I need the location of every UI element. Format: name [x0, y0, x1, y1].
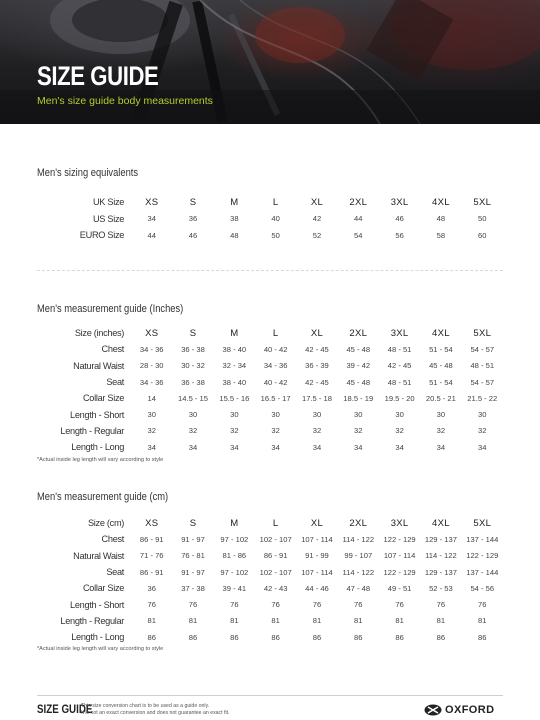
size-header-2xl: 2XL — [349, 517, 368, 529]
row-label: Natural Waist — [73, 550, 125, 561]
table-cell: 30 — [354, 410, 363, 420]
size-header-xl: XL — [310, 517, 324, 529]
table-cell: 34 — [271, 442, 280, 452]
table-cell: XS — [145, 196, 159, 208]
table-cell: 58 — [436, 230, 446, 240]
row-label: Length - Long — [71, 632, 125, 643]
table-cell: 122 - 129 — [383, 567, 416, 577]
table-cell: M — [230, 196, 239, 208]
table-cell: S — [189, 196, 197, 208]
table-cell: 46 — [395, 214, 404, 224]
size-header-s: S — [189, 517, 197, 529]
table-row — [37, 580, 503, 596]
table-row — [37, 341, 503, 357]
table-cell: 32 — [188, 426, 198, 436]
header-banner — [0, 0, 540, 124]
size-header-4xl: 4XL — [432, 327, 450, 339]
table-cell: 54 — [354, 230, 363, 240]
table-cell: 34 - 36 — [263, 361, 288, 371]
table-cell: 48 - 51 — [470, 361, 495, 371]
table-cell: 40 — [271, 214, 280, 224]
header-row — [37, 325, 503, 341]
table-cell: 30 — [230, 410, 239, 420]
table-cell: 32 — [478, 426, 487, 436]
page-title: SIZE GUIDE — [37, 61, 159, 91]
table-cell: 32 — [354, 426, 363, 436]
section-divider — [37, 270, 503, 271]
table-cell: 34 — [188, 442, 198, 452]
table-cell: 42 - 43 — [263, 583, 288, 593]
table-cell: 86 — [354, 632, 363, 642]
table-cell: 81 — [230, 616, 239, 626]
oxford-mark-icon — [424, 704, 442, 716]
table-cell: XL — [310, 196, 324, 208]
table-cell: 129 - 137 — [424, 567, 457, 577]
table-cell: 86 — [478, 632, 487, 642]
table-cell: 32 — [230, 426, 239, 436]
row-label: Seat — [106, 377, 125, 388]
table-cell: 39 - 42 — [346, 361, 371, 371]
cm-title: Men's measurement guide (cm) — [37, 491, 169, 503]
table-cell: 50 — [478, 214, 487, 224]
row-label: Seat — [106, 567, 125, 578]
table-cell: 38 - 40 — [222, 377, 247, 387]
table-cell: 76 — [436, 600, 446, 610]
table-row — [37, 358, 503, 374]
table-cell: 44 — [354, 214, 363, 224]
table-row — [37, 211, 503, 228]
table-cell: 36 - 39 — [305, 361, 329, 371]
table-cell: 50 — [271, 230, 280, 240]
table-cell: 86 — [436, 632, 446, 642]
table-cell: 81 — [147, 616, 156, 626]
size-header-m: M — [230, 517, 239, 529]
table-cell: 81 — [188, 616, 198, 626]
table-cell: 32 - 34 — [222, 361, 247, 371]
table-cell: 45 - 48 — [346, 377, 371, 387]
size-header-xs: XS — [145, 517, 159, 529]
row-label: Natural Waist — [73, 360, 125, 371]
table-cell: 129 - 137 — [424, 534, 457, 544]
table-cell: 34 - 36 — [139, 377, 164, 387]
table-cell: 76 — [230, 600, 239, 610]
table-cell: 34 — [436, 442, 446, 452]
table-cell: 76 — [271, 600, 280, 610]
oxford-logo — [424, 703, 494, 716]
table-cell: 46 — [188, 230, 198, 240]
table-cell: 44 - 46 — [305, 583, 329, 593]
table-cell: 71 - 76 — [139, 551, 164, 561]
table-cell: 39 - 41 — [222, 583, 247, 593]
table-cell: 16.5 - 17 — [260, 393, 291, 403]
table-row — [37, 439, 503, 455]
row-label: Length - Regular — [60, 425, 125, 436]
table-cell: 81 — [312, 616, 322, 626]
table-cell: 28 - 30 — [139, 361, 164, 371]
table-cell: 76 — [188, 600, 198, 610]
size-header-l: L — [272, 327, 279, 339]
table-cell: 107 - 114 — [301, 567, 333, 577]
table-cell: 51 - 54 — [429, 344, 453, 354]
table-row — [37, 194, 503, 211]
cm-measurement-table — [37, 515, 503, 645]
table-cell: 86 - 91 — [263, 551, 288, 561]
table-cell: 18.5 - 19 — [343, 393, 374, 403]
table-cell: 97 - 102 — [220, 567, 249, 577]
table-cell: 3XL — [390, 196, 409, 208]
row-label: Length - Long — [71, 442, 125, 453]
size-header-4xl: 4XL — [432, 517, 450, 529]
footer-divider — [37, 695, 503, 696]
table-cell: 40 - 42 — [263, 377, 288, 387]
table-cell: 76 — [395, 600, 404, 610]
table-cell: 51 - 54 — [429, 377, 453, 387]
inches-footnote: *Actual inside leg length will vary according to style — [37, 457, 164, 463]
table-cell: 76 — [478, 600, 487, 610]
table-cell: 34 - 36 — [139, 344, 164, 354]
table-cell: 34 — [354, 442, 363, 452]
table-cell: 30 — [147, 410, 156, 420]
table-cell: 122 - 129 — [466, 551, 499, 561]
table-cell: 30 — [395, 410, 404, 420]
table-cell: 45 - 48 — [346, 344, 371, 354]
size-header-l: L — [272, 517, 279, 529]
table-cell: 14.5 - 15 — [178, 393, 209, 403]
table-cell: 107 - 114 — [301, 534, 333, 544]
table-cell: 36 — [147, 583, 156, 593]
table-cell: 86 — [147, 632, 156, 642]
table-cell: 107 - 114 — [383, 551, 416, 561]
table-cell: 81 — [271, 616, 280, 626]
table-cell: 91 - 97 — [181, 534, 205, 544]
size-header-xs: XS — [145, 327, 159, 339]
table-cell: 30 - 32 — [181, 361, 205, 371]
table-cell: 97 - 102 — [220, 534, 249, 544]
table-cell: 54 - 56 — [470, 583, 495, 593]
table-cell: 86 — [188, 632, 198, 642]
size-header-3xl: 3XL — [390, 517, 409, 529]
table-cell: 99 - 107 — [344, 551, 373, 561]
row-label: Collar Size — [82, 393, 125, 404]
table-cell: 60 — [478, 230, 487, 240]
table-cell: 114 - 122 — [342, 567, 375, 577]
table-cell: 34 — [147, 214, 156, 224]
table-cell: 42 - 45 — [305, 377, 329, 387]
table-cell: 137 - 144 — [466, 567, 499, 577]
table-cell: 4XL — [432, 196, 450, 208]
table-row — [37, 423, 503, 439]
table-cell: 34 — [147, 442, 156, 452]
table-cell: L — [272, 196, 279, 208]
row-label: Chest — [101, 534, 125, 545]
table-cell: 81 — [436, 616, 446, 626]
table-cell: 2XL — [349, 196, 368, 208]
table-cell: 30 — [188, 410, 198, 420]
table-cell: 76 - 81 — [181, 551, 205, 561]
table-cell: 30 — [436, 410, 446, 420]
table-cell: 34 — [395, 442, 404, 452]
table-cell: 5XL — [473, 196, 492, 208]
row-label: Collar Size — [82, 583, 125, 594]
table-cell: 15.5 - 16 — [219, 393, 250, 403]
inches-measurement-table — [37, 325, 503, 455]
table-cell: 30 — [312, 410, 322, 420]
table-cell: 32 — [147, 426, 156, 436]
row-label: EURO Size — [79, 230, 125, 241]
table-cell: 91 - 99 — [305, 551, 329, 561]
disclaimer-line-2: It is not an exact conversion and does not guarantee an exact fit. — [81, 709, 230, 716]
row-label: US Size — [92, 213, 125, 224]
table-cell: 38 - 40 — [222, 344, 247, 354]
size-header-5xl: 5XL — [473, 517, 492, 529]
table-cell: 21.5 - 22 — [467, 393, 498, 403]
table-cell: 81 - 86 — [222, 551, 247, 561]
size-header-s: S — [189, 327, 197, 339]
table-row — [37, 406, 503, 422]
table-cell: 102 - 107 — [259, 567, 292, 577]
table-cell: 30 — [271, 410, 280, 420]
table-cell: 86 — [312, 632, 322, 642]
row-label: Length - Short — [70, 409, 125, 420]
table-cell: 81 — [395, 616, 404, 626]
table-cell: 42 - 45 — [387, 361, 412, 371]
page-subtitle: Men's size guide body measurements — [37, 95, 213, 107]
size-header-xl: XL — [310, 327, 324, 339]
table-cell: 52 - 53 — [429, 583, 453, 593]
size-header-m: M — [230, 327, 239, 339]
sizing-equivalents-table — [37, 194, 503, 244]
table-cell: 37 - 38 — [181, 583, 205, 593]
table-cell: 17.5 - 18 — [301, 393, 332, 403]
table-cell: 30 — [478, 410, 487, 420]
table-cell: 32 — [312, 426, 322, 436]
inches-title: Men's measurement guide (Inches) — [37, 303, 184, 315]
table-cell: 14 — [147, 393, 156, 403]
row-label: Length - Short — [70, 599, 125, 610]
table-row — [37, 596, 503, 612]
table-cell: 32 — [271, 426, 280, 436]
table-cell: 36 — [188, 214, 198, 224]
oxford-wordmark: OXFORD — [445, 703, 495, 716]
table-cell: 32 — [395, 426, 404, 436]
size-header-2xl: 2XL — [349, 327, 368, 339]
table-row — [37, 629, 503, 645]
table-cell: 81 — [478, 616, 487, 626]
footer-disclaimer — [81, 703, 281, 716]
table-cell: 86 - 91 — [139, 534, 164, 544]
table-cell: 48 - 51 — [387, 344, 412, 354]
table-row — [37, 564, 503, 580]
table-cell: 44 — [147, 230, 156, 240]
table-cell: 36 - 38 — [181, 377, 205, 387]
table-cell: 40 - 42 — [263, 344, 288, 354]
table-cell: 42 — [312, 214, 322, 224]
equivalents-title: Men's sizing equivalents — [37, 167, 139, 179]
table-row — [37, 613, 503, 629]
table-cell: 52 — [312, 230, 322, 240]
table-cell: 76 — [147, 600, 156, 610]
size-header-3xl: 3XL — [390, 327, 409, 339]
table-cell: 34 — [478, 442, 487, 452]
table-cell: 34 — [230, 442, 239, 452]
row-label: Chest — [101, 344, 125, 355]
row-label: Length - Regular — [60, 615, 125, 626]
table-cell: 86 — [395, 632, 404, 642]
table-cell: 48 - 51 — [387, 377, 412, 387]
table-cell: 54 - 57 — [470, 377, 495, 387]
table-cell: 48 — [436, 214, 446, 224]
table-row — [37, 390, 503, 406]
disclaimer-line-1: This size conversion chart is to be used as a guide only. — [81, 703, 210, 709]
table-cell: 76 — [354, 600, 363, 610]
row-label: UK Size — [92, 197, 125, 208]
table-cell: 86 — [230, 632, 239, 642]
table-cell: 20.5 - 21 — [425, 393, 456, 403]
table-cell: 48 — [230, 230, 239, 240]
table-cell: 54 - 57 — [470, 344, 495, 354]
size-header-5xl: 5XL — [473, 327, 492, 339]
table-cell: 34 — [312, 442, 322, 452]
table-cell: 32 — [436, 426, 446, 436]
table-cell: 102 - 107 — [259, 534, 292, 544]
table-cell: 81 — [354, 616, 363, 626]
table-cell: 86 — [271, 632, 280, 642]
table-cell: 114 - 122 — [425, 551, 457, 561]
header-row — [37, 515, 503, 531]
table-cell: 36 - 38 — [181, 344, 205, 354]
table-cell: 47 - 48 — [346, 583, 371, 593]
table-cell: 45 - 48 — [429, 361, 453, 371]
table-cell: 137 - 144 — [466, 534, 499, 544]
footer-title: SIZE GUIDE — [37, 704, 93, 716]
table-cell: 86 - 91 — [139, 567, 164, 577]
table-cell: 19.5 - 20 — [384, 393, 415, 403]
table-cell: 49 - 51 — [387, 583, 412, 593]
table-row — [37, 227, 503, 244]
table-cell: 91 - 97 — [181, 567, 205, 577]
table-cell: 38 — [230, 214, 239, 224]
table-cell: 56 — [395, 230, 404, 240]
table-cell: 76 — [312, 600, 322, 610]
table-cell: 114 - 122 — [342, 534, 375, 544]
header-label: Size (inches) — [74, 328, 125, 339]
table-row — [37, 374, 503, 390]
table-row — [37, 531, 503, 547]
table-cell: 42 - 45 — [305, 344, 329, 354]
header-label: Size (cm) — [87, 518, 125, 529]
table-cell: 122 - 129 — [383, 534, 416, 544]
table-row — [37, 548, 503, 564]
cm-footnote: *Actual inside leg length will vary according to style — [37, 646, 164, 652]
